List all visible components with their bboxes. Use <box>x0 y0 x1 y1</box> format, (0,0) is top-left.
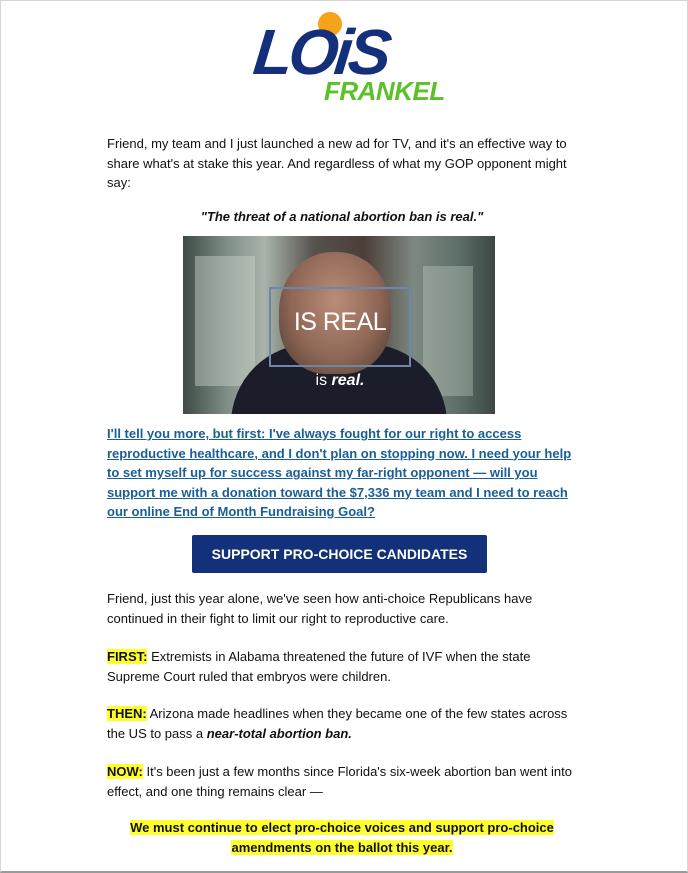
video-thumbnail[interactable] <box>183 236 495 414</box>
body-paragraph: Friend, just this year alone, we've seen how anti-choice Republicans have continued in their fight to limit our right to reproductive care. <box>107 591 533 626</box>
logo-frankel-text: FRANKEL <box>324 76 445 106</box>
ad-quote: "The threat of a national abortion ban is real." <box>200 209 484 224</box>
overlay-headline: IS REAL <box>293 308 387 336</box>
then-label: THEN: <box>107 706 147 721</box>
intro-paragraph: Friend, my team and I just launched a new ad for TV, and it's an effective way to share what's at stake this year. And regardless of what my GOP opponent might say: <box>107 136 567 190</box>
logo-lois-text: LOiS <box>250 16 392 88</box>
support-candidates-button[interactable]: SUPPORT PRO-CHOICE CANDIDATES <box>192 535 487 573</box>
now-paragraph: NOW: It's been just a few months since Florida's six-week abortion ban went into effect, and one thing remains clear — <box>107 764 572 799</box>
first-label: FIRST: <box>107 649 148 664</box>
first-paragraph: FIRST: Extremists in Alabama threatened the future of IVF when the state Supreme Court ruled that embryos were children. <box>107 649 531 684</box>
closing-statement: We must continue to elect pro-choice voices and support pro-choice amendments on the ballot this year. <box>130 820 554 855</box>
donation-link[interactable]: I'll tell you more, but first: I've always fought for our right to access reproductive healthcare, and I don't plan on stopping now. I need your help to set myself up for success against my far-right opponent — will you support me with a donation toward the $7,336 my team and I need to reach our online End of Month Fundraising Goal? <box>107 426 572 519</box>
then-paragraph: THEN: Arizona made headlines when they became one of the few states across the US to pass a near-total abortion ban. <box>107 706 568 741</box>
campaign-logo[interactable] <box>250 12 445 108</box>
background-window <box>195 256 255 386</box>
overlay-caption: is real. <box>315 372 365 389</box>
now-label: NOW: <box>107 764 143 779</box>
